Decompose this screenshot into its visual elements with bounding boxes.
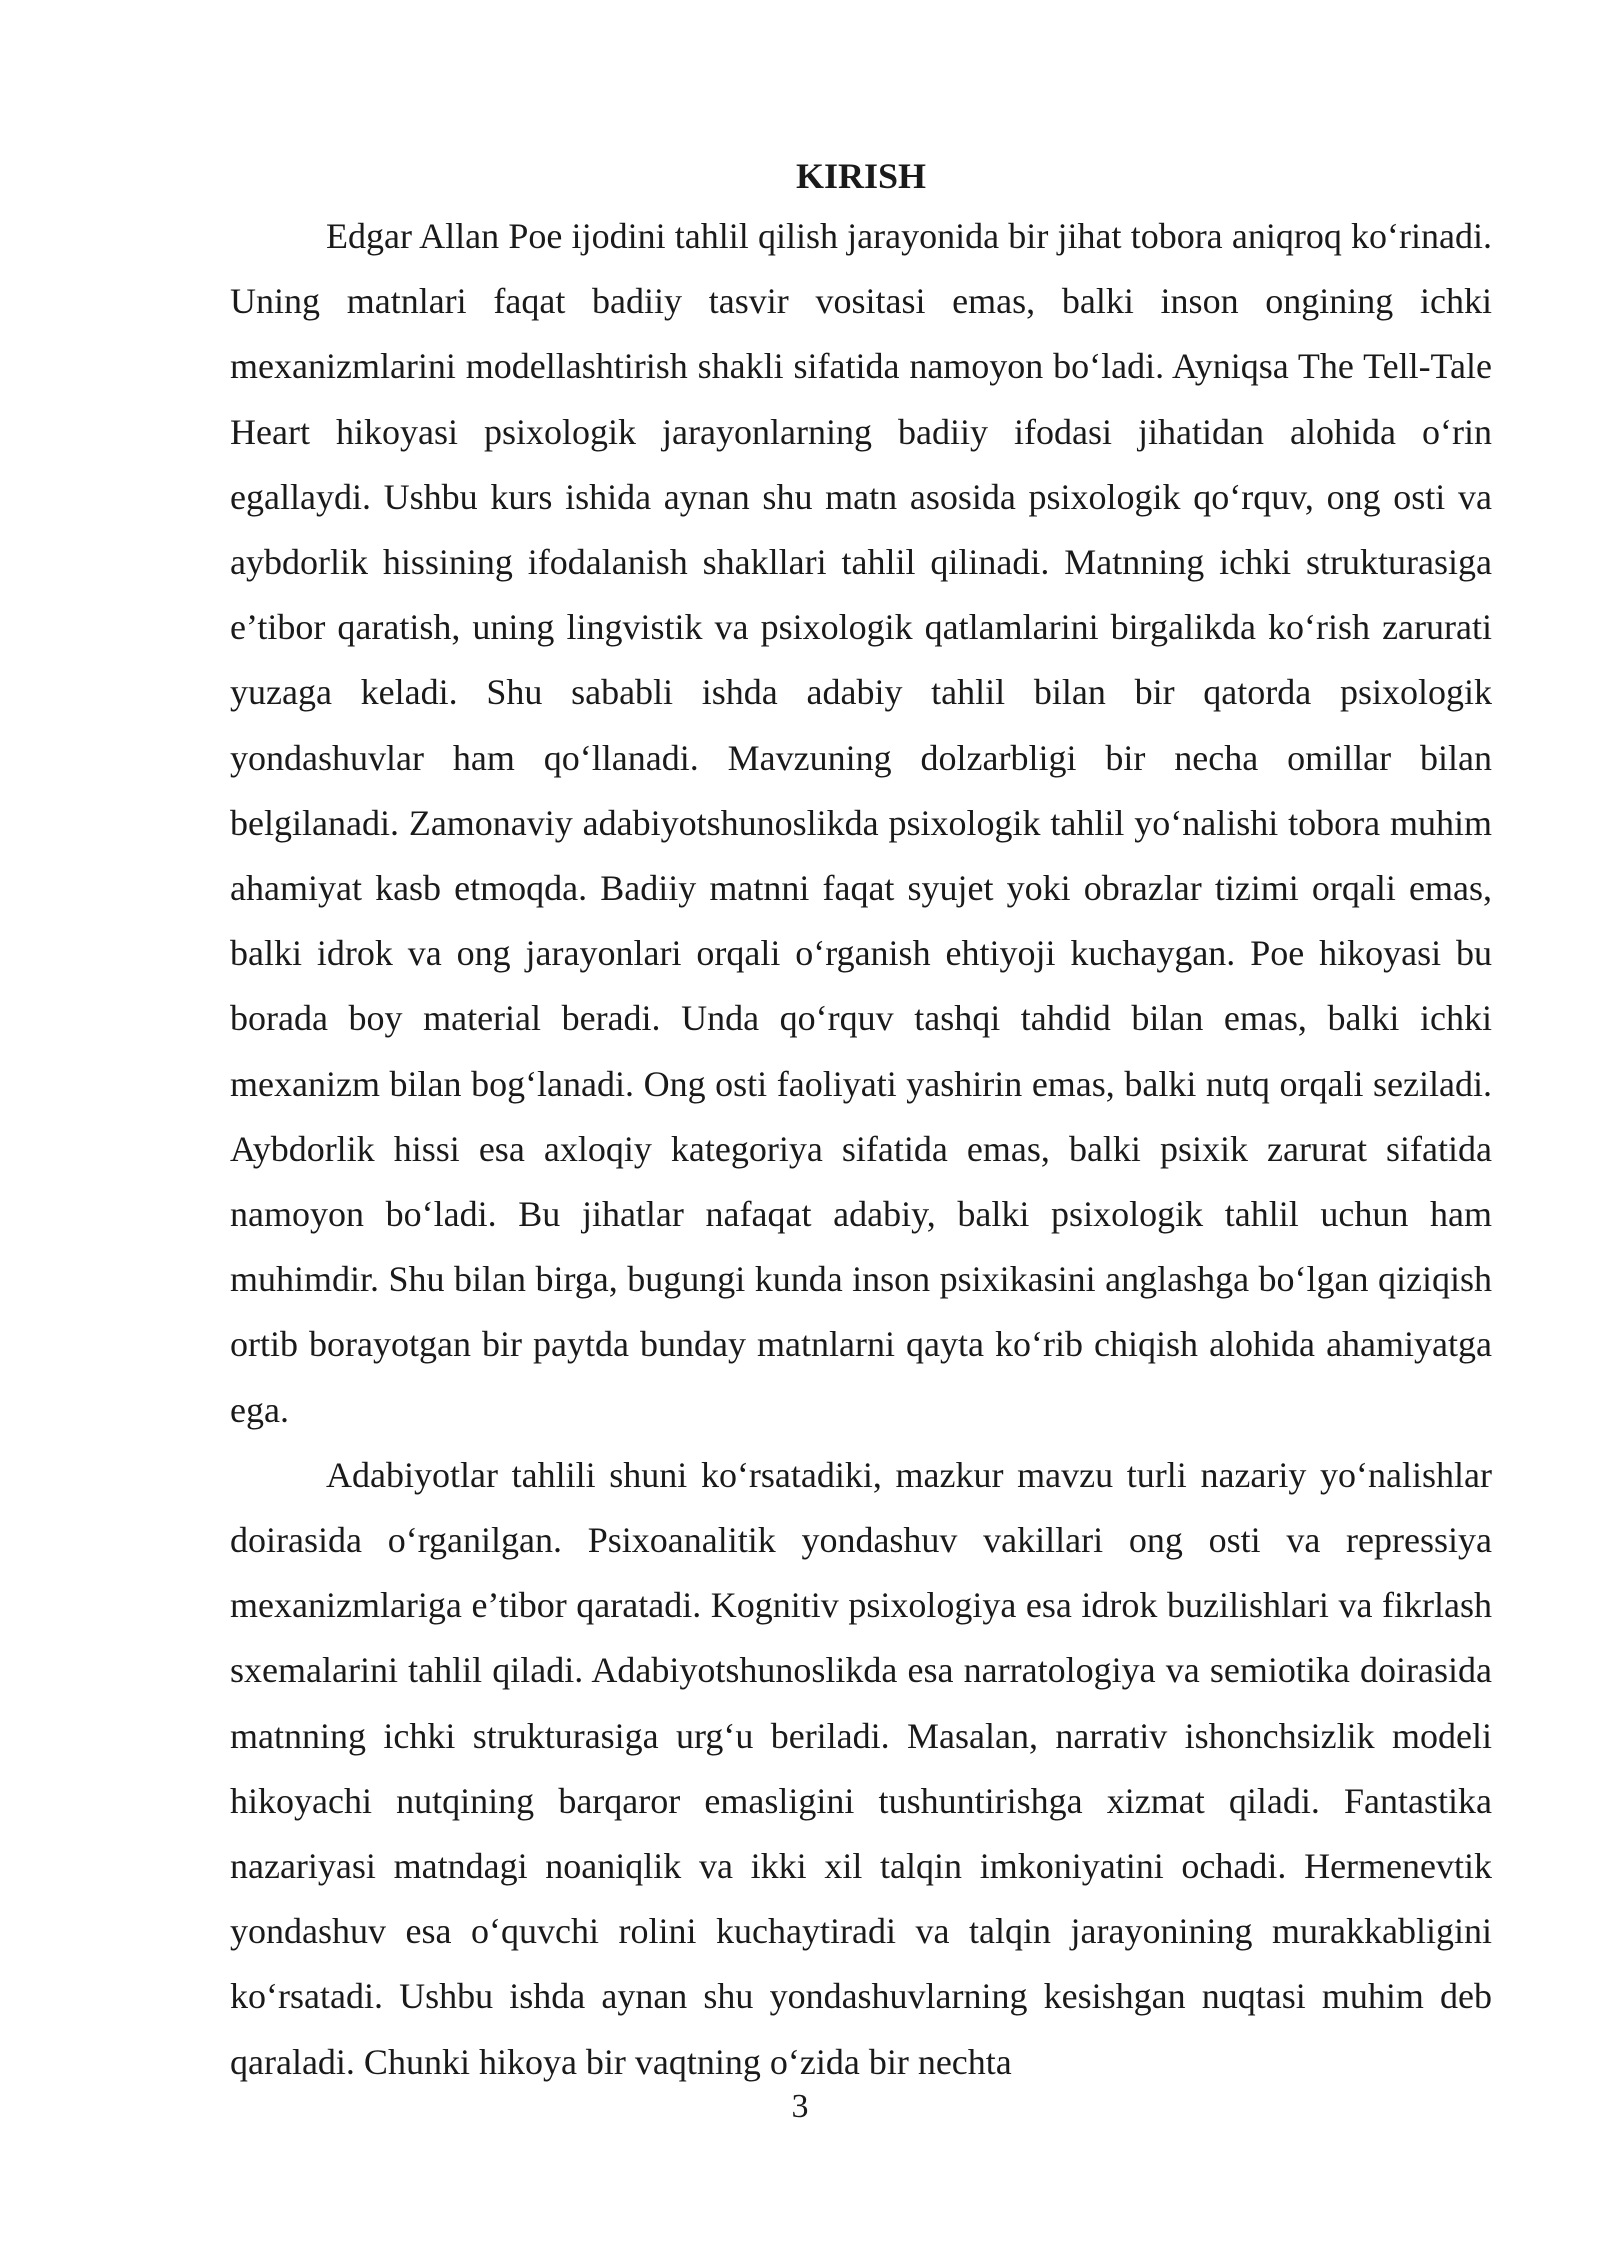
section-heading: KIRISH — [795, 156, 927, 196]
paragraph-literature-review: Adabiyotlar tahlili shuni ko‘rsatadiki, mazkur mavzu turli nazariy yo‘nalishlar doirasida o‘rganilgan. Psixoanalitik yondashuv vakillari ong osti va repressiya mexanizmlariga e’tibor qaratadi. Kognitiv psixologiya esa idrok buzilishlari va fikrlash sxemalarini tahlil qiladi. Adabiyotshunoslikda esa narratologiya va semiotika doirasida matnning ichki strukturasiga urg‘u beriladi. Masalan, narrativ ishonchsizlik modeli hikoyachi nutqining barqaror emasligini tushuntirishga xizmat qiladi. Fantastika nazariyasi matndagi noaniqlik va ikki xil talqin imkoniyatini ochadi. Hermenevtik yondashuv esa o‘quvchi rolini kuchaytiradi va talqin jarayonining murakkabligini ko‘rsatadi. Ushbu ishda aynan shu yondashuvlarning kesishgan nuqtasi muhim deb qaraladi. Chunki hikoya bir vaqtning o‘zida bir nechta — [230, 1454, 1492, 2082]
paragraph-intro: Edgar Allan Poe ijodini tahlil qilish jarayonida bir jihat tobora aniqroq ko‘rinadi. Uning matnlari faqat badiiy tasvir vositasi emas, balki inson ongining ichki mexanizmlarini modellashtirish shakli sifatida namoyon bo‘ladi. Ayniqsa The Tell-Tale Heart hikoyasi psixologik jarayonlarning badiiy ifodasi jihatidan alohida o‘rin egallaydi. Ushbu kurs ishida aynan shu matn asosida psixologik qo‘rquv, ong osti va aybdorlik hissining ifodalanish shakllari tahlil qilinadi. Matnning ichki strukturasiga e’tibor qaratish, uning lingvistik va psixologik qatlamlarini birgalikda ko‘rish zarurati yuzaga keladi. Shu sababli ishda adabiy tahlil bilan bir qatorda psixologik yondashuvlar ham qo‘llanadi. Mavzuning dolzarbligi bir necha omillar bilan belgilanadi. Zamonaviy adabiyotshunoslikda psixologik tahlil yo‘nalishi tobora muhim ahamiyat kasb etmoqda. Badiiy matnni faqat syujet yoki obrazlar tizimi orqali emas, balki idrok va ong jarayonlari orqali o‘rganish ehtiyoji kuchaygan. Poe hikoyasi bu borada boy material beradi. Unda qo‘rquv tashqi tahdid bilan emas, balki ichki mexanizm bilan bog‘lanadi. Ong osti faoliyati yashirin emas, balki nutq orqali seziladi. Aybdorlik hissi esa axloqiy kategoriya sifatida emas, balki psixik zarurat sifatida namoyon bo‘ladi. Bu jihatlar nafaqat adabiy, balki psixologik tahlil uchun ham muhimdir. Shu bilan birga, bugungi kunda inson psixikasini anglashga bo‘lgan qiziqish ortib borayotgan bir paytda bunday matnlarni qayta ko‘rib chiqish alohida ahamiyatga ega. — [230, 216, 1492, 1430]
page-content — [230, 148, 1492, 2095]
page-number: 3 — [791, 2088, 809, 2125]
